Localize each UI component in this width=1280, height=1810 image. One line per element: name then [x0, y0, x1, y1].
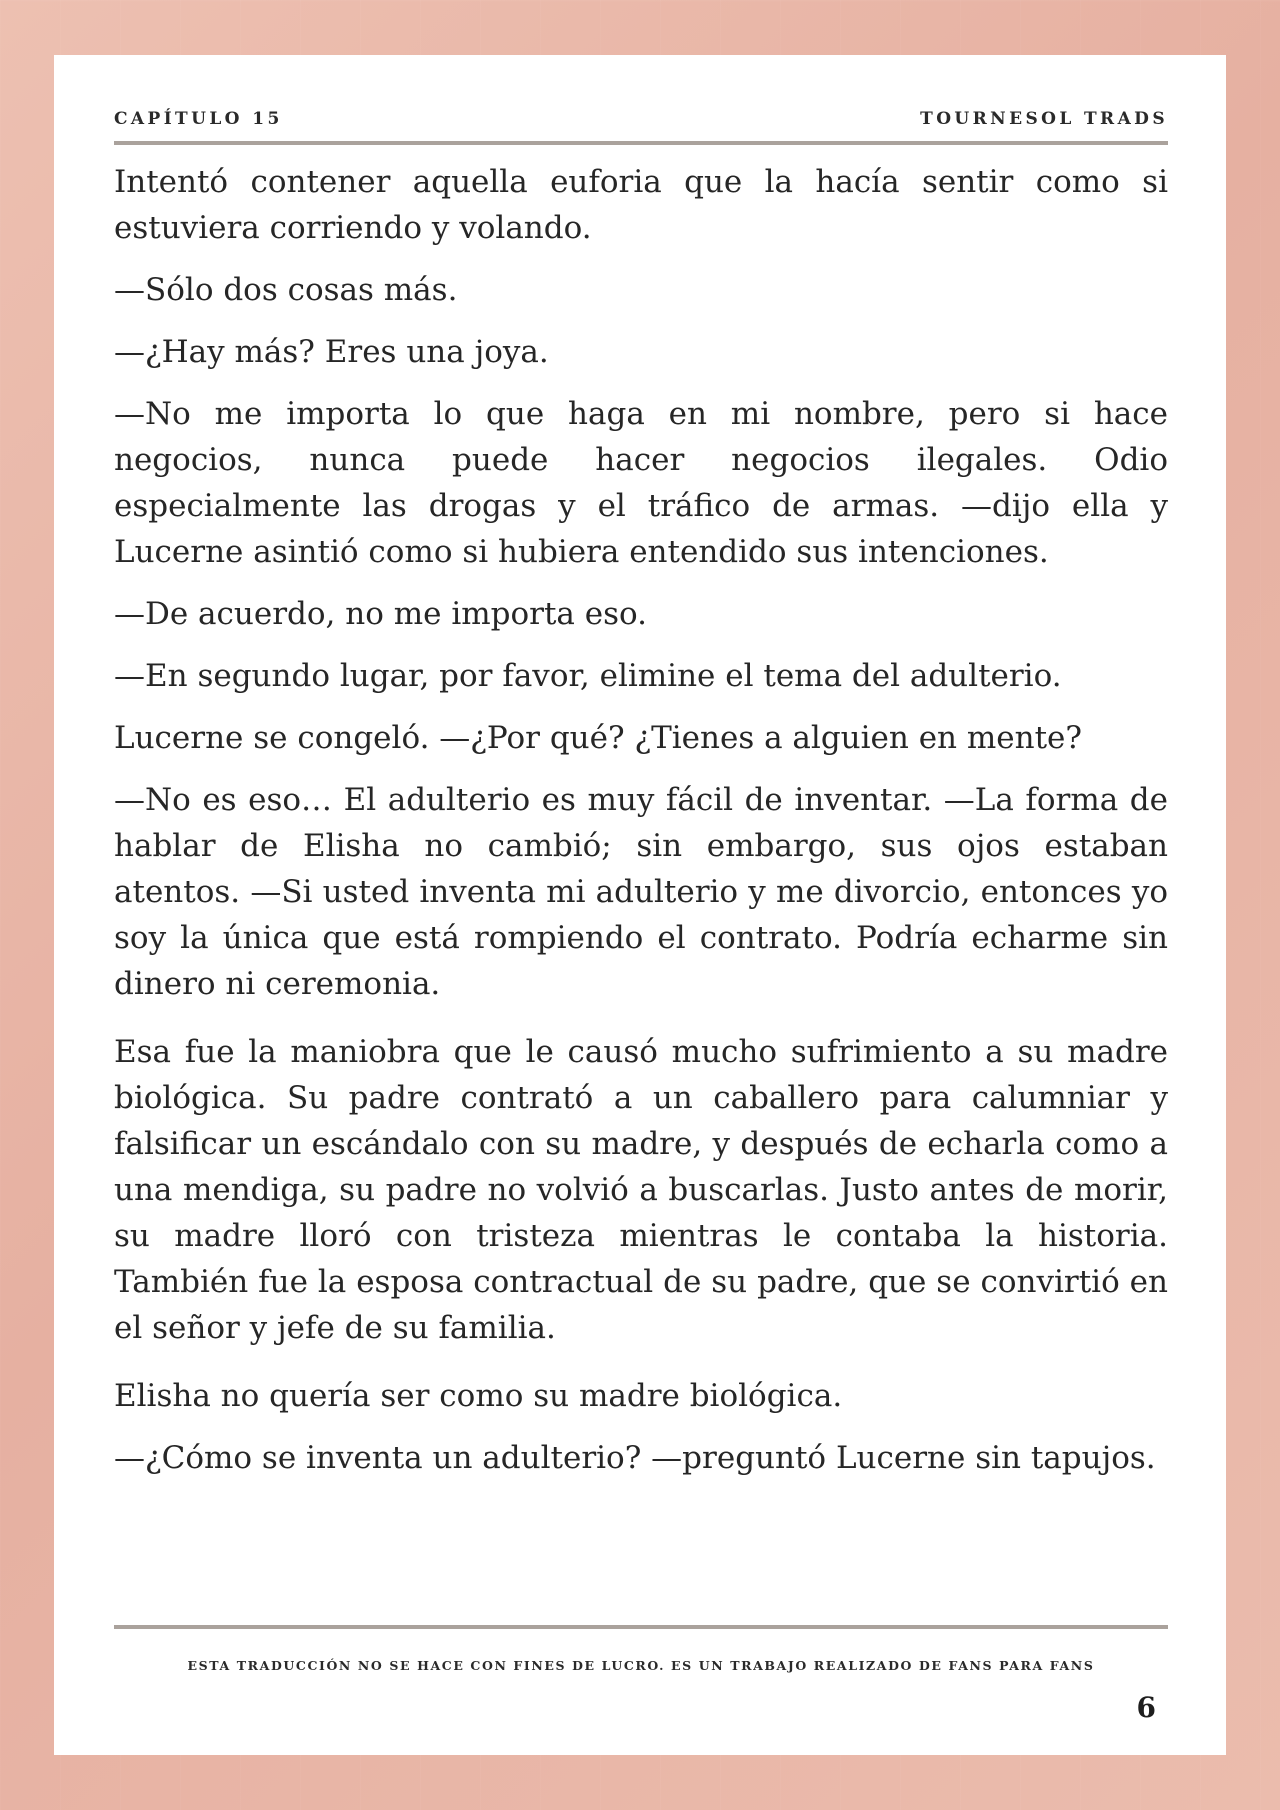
paragraph: Elisha no quería ser como su madre biológica.: [114, 1378, 843, 1414]
footer-disclaimer: ESTA TRADUCCIÓN NO SE HACE CON FINES DE LUCRO. ES UN TRABAJO REALIZADO DE FANS PARA FANS: [187, 1658, 1095, 1673]
page-header: [114, 105, 1168, 133]
paragraph: Intentó contener aquella euforia que la hacía sentir como si estuviera corriendo y volando.: [114, 164, 1168, 246]
paragraph: —¿Cómo se inventa un adulterio? —preguntó Lucerne sin tapujos.: [114, 1440, 1156, 1476]
paragraph: Lucerne se congeló. —¿Por qué? ¿Tienes a alguien en mente?: [114, 720, 1083, 756]
body-text: [114, 159, 1168, 1497]
paragraph: —No es eso… El adulterio es muy fácil de inventar. —La forma de hablar de Elisha no cambió; sin embargo, sus ojos estaban atentos. —Si usted inventa mi adulterio y me divorcio, entonces yo soy la única que está rompiendo el contrato. Podría echarme sin dinero ni ceremonia.: [114, 782, 1168, 1002]
header-divider: [114, 141, 1168, 145]
page-number: 6: [1136, 1691, 1156, 1724]
paragraph: —Sólo dos cosas más.: [114, 272, 458, 308]
chapter-title: CAPÍTULO 15: [114, 109, 283, 129]
paragraph: —¿Hay más? Eres una joya.: [114, 334, 549, 370]
paragraph: —En segundo lugar, por favor, elimine el tema del adulterio.: [114, 658, 1062, 694]
paragraph: —No me importa lo que haga en mi nombre, pero si hace negocios, nunca puede hacer negocios ilegales. Odio especialmente las drogas y el tráfico de armas. —dijo ella y Lucerne asintió como si hubiera entendido sus intenciones.: [114, 396, 1168, 570]
paragraph: —De acuerdo, no me importa eso.: [114, 596, 647, 632]
document-page: [54, 55, 1226, 1755]
footer-divider: [114, 1625, 1168, 1629]
paragraph: Esa fue la maniobra que le causó mucho sufrimiento a su madre biológica. Su padre contrató a un caballero para calumniar y falsificar un escándalo con su madre, y después de echarla como a una mendiga, su padre no volvió a buscarlas. Justo antes de morir, su madre lloró con tristeza mientras le contaba la historia. También fue la esposa contractual de su padre, que se convirtió en el señor y jefe de su familia.: [114, 1034, 1168, 1346]
translator-name: TOURNESOL TRADS: [920, 109, 1168, 129]
